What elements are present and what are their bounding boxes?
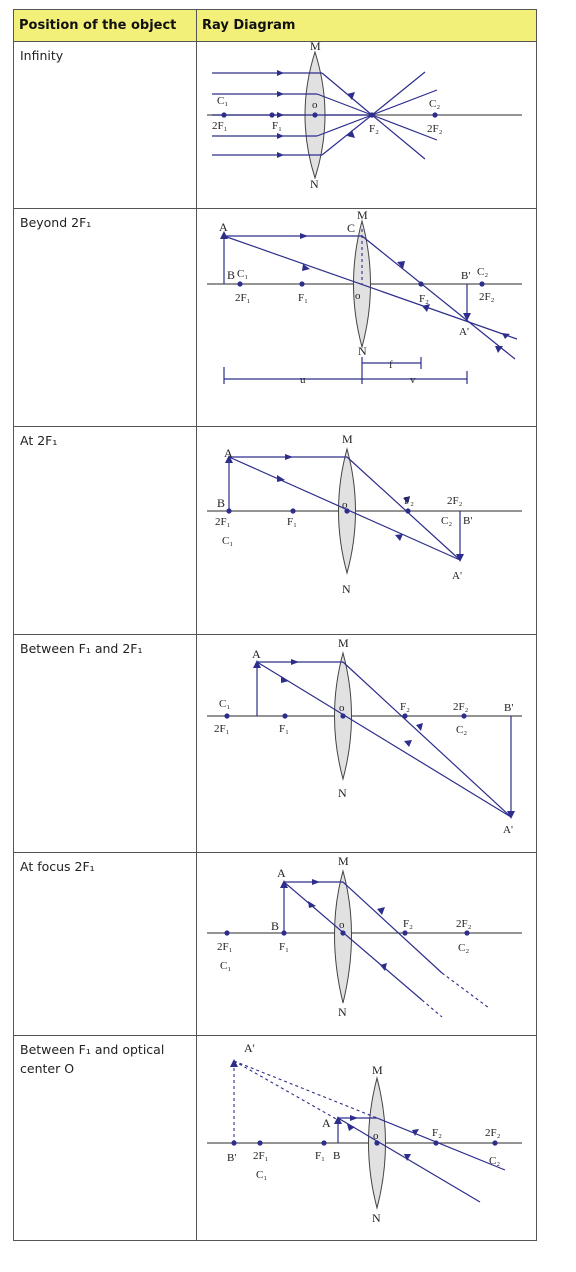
label-C2: C₂ (477, 266, 489, 278)
label-F2: F₂ (400, 701, 410, 713)
label-C2: C₂ (441, 515, 453, 527)
label-2F2: 2F₂ (453, 701, 469, 713)
label-B: B (333, 1150, 341, 1162)
label-F1: F₁ (279, 723, 289, 735)
diagram-cell (197, 1036, 537, 1241)
label-C1: C₁ (217, 95, 229, 107)
label-C2: C₂ (489, 1155, 501, 1167)
table-row (14, 209, 537, 427)
label-B: B (227, 268, 236, 282)
label-Ap: A' (452, 570, 462, 582)
ray-diagram-at-focus (197, 853, 536, 1035)
label-Bp: B' (504, 702, 514, 714)
position-cell: At focus 2F₁ (14, 853, 197, 1036)
label-O: o (355, 290, 361, 302)
label-F1: F₁ (279, 941, 289, 953)
label-O: o (373, 1130, 379, 1142)
label-2F2: 2F₂ (485, 1127, 501, 1139)
label-N: N (338, 786, 347, 800)
position-cell: Between F₁ and optical center O (14, 1036, 197, 1241)
label-O: o (339, 919, 345, 931)
diagram-cell (197, 42, 537, 209)
ray-diagram-at-2f1 (197, 427, 536, 634)
label-M: M (357, 209, 368, 222)
label-f: f (389, 359, 393, 371)
position-cell: At 2F₁ (14, 427, 197, 635)
ray-diagram-between-f1-o (197, 1036, 536, 1240)
label-2F1: 2F₁ (253, 1150, 269, 1162)
label-M: M (372, 1063, 383, 1077)
table-row (14, 635, 537, 853)
label-C2: C₂ (429, 98, 441, 110)
label-C1: C₁ (219, 698, 231, 710)
label-C2: C₂ (456, 724, 468, 736)
label-F1: F₁ (287, 516, 297, 528)
ray-diagram-between-f1-2f1 (197, 635, 536, 852)
label-C1: C₁ (256, 1169, 268, 1181)
label-C: C (347, 221, 356, 235)
label-N: N (338, 1005, 347, 1019)
label-O: o (339, 702, 345, 714)
label-2F2: 2F₂ (447, 495, 463, 507)
label-F2: F₂ (403, 918, 413, 930)
label-F1: F₁ (315, 1150, 325, 1162)
label-N: N (310, 177, 319, 191)
label-Bp: B' (227, 1152, 237, 1164)
label-O: o (342, 499, 348, 511)
position-cell: Beyond 2F₁ (14, 209, 197, 427)
label-2F1: 2F₁ (214, 723, 230, 735)
label-N: N (372, 1211, 381, 1225)
ray-diagram-table (13, 9, 537, 1241)
table-header-row (14, 10, 537, 42)
label-N: N (342, 582, 351, 596)
diagram-cell (197, 427, 537, 635)
label-2F2: 2F₂ (479, 291, 495, 303)
label-2F2: 2F₂ (427, 123, 443, 135)
label-F1: F₁ (272, 120, 282, 132)
label-C2: C₂ (458, 942, 470, 954)
diagram-cell (197, 209, 537, 427)
label-B: B (271, 919, 280, 933)
table-row (14, 1036, 537, 1241)
label-O: o (312, 99, 318, 111)
label-C1: C₁ (220, 960, 232, 972)
table-row (14, 853, 537, 1036)
label-F2: F₂ (404, 495, 414, 507)
header-position: Position of the object (14, 10, 197, 42)
label-N: N (358, 344, 367, 358)
label-M: M (338, 636, 349, 650)
label-F2: F₂ (419, 293, 429, 305)
label-2F2: 2F₂ (456, 918, 472, 930)
label-Bp: B' (461, 270, 471, 282)
label-F1: F₁ (298, 292, 308, 304)
position-cell: Between F₁ and 2F₁ (14, 635, 197, 853)
label-F2: F₂ (432, 1127, 442, 1139)
label-B: B (217, 496, 226, 510)
label-Ap: A' (244, 1041, 255, 1055)
diagram-cell (197, 635, 537, 853)
label-A: A (224, 446, 233, 460)
header-ray-diagram: Ray Diagram (197, 10, 537, 42)
label-2F1: 2F₁ (215, 516, 231, 528)
label-A: A (252, 647, 261, 661)
label-M: M (310, 42, 321, 53)
ray-diagram-beyond-2f1 (197, 209, 536, 426)
label-2F1: 2F₁ (212, 120, 228, 132)
label-v: v (410, 374, 416, 386)
table-row (14, 427, 537, 635)
label-Ap: A' (459, 326, 469, 338)
label-C1: C₁ (222, 535, 234, 547)
label-F2: F₂ (369, 123, 379, 135)
label-A: A (219, 220, 228, 234)
label-A: A (277, 866, 286, 880)
label-A: A (322, 1116, 331, 1130)
label-u: u (300, 374, 306, 386)
label-Bp: B' (463, 515, 473, 527)
label-M: M (342, 432, 353, 446)
table-row (14, 42, 537, 209)
label-2F1: 2F₁ (235, 292, 251, 304)
label-M: M (338, 854, 349, 868)
diagram-cell (197, 853, 537, 1036)
position-cell: Infinity (14, 42, 197, 209)
ray-diagram-infinity (197, 42, 536, 208)
label-2F1: 2F₁ (217, 941, 233, 953)
label-Ap: A' (503, 824, 513, 836)
label-C1: C₁ (237, 268, 249, 280)
